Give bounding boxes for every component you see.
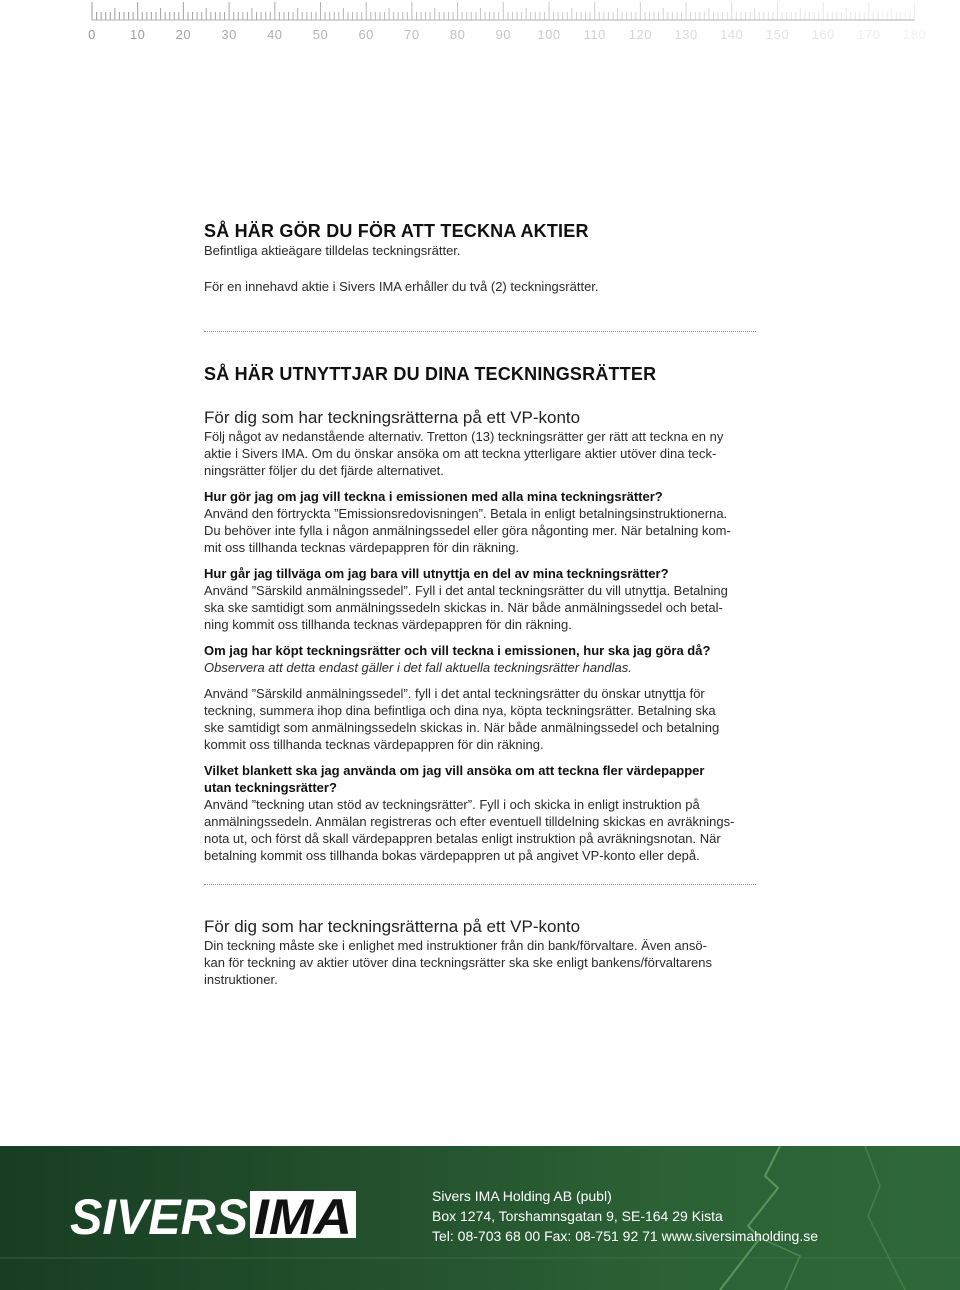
question: Hur gör jag om jag vill teckna i emissionen med alla mina teckningsrätter? [204, 489, 663, 504]
question: Om jag har köpt teckningsrätter och vill teckna i emissionen, hur ska jag göra då? [204, 643, 711, 658]
ruler-label: 110 [583, 27, 606, 42]
paragraph-line: teckning, summera ihop dina befintliga och dina nya, köpta teckningsrätter. Betalning ska [204, 703, 716, 718]
question: Hur går jag tillväga om jag bara vill utnyttja en del av mina teckningsrätter? [204, 566, 669, 581]
section-subtitle: För dig som har teckningsrätterna på ett VP-konto [204, 917, 581, 936]
ruler-label: 60 [358, 27, 374, 42]
paragraph-line: aktie i Sivers IMA. Om du önskar ansöka om att teckna ytterligare aktier utöver dina teck- [204, 446, 717, 461]
siversima-logo [70, 1186, 370, 1246]
company-address: Box 1274, Torshamnsgatan 9, SE-164 29 Kista [432, 1208, 723, 1224]
ruler-label: 150 [765, 27, 790, 42]
paragraph-line: nota ut, och först då skall värdepappren betalas enligt instruktion på avräkningsnotan. När [204, 831, 721, 846]
section-subscribe [204, 220, 756, 295]
section-title: SÅ HÄR GÖR DU FÖR ATT TECKNA AKTIER [204, 221, 589, 241]
footer-banner [0, 1146, 960, 1290]
company-name: Sivers IMA Holding AB (publ) [432, 1188, 612, 1204]
ruler-label: 140 [720, 27, 744, 42]
paragraph-line: Använd ”teckning utan stöd av teckningsrätter”. Fyll i och skicka in enligt instruktion på [204, 797, 700, 812]
ruler-ticks [90, 0, 935, 24]
paragraph-line: Använd den förtryckta ”Emissionsredovisningen”. Betala in enligt betalningsinstruktionerna. [204, 506, 728, 521]
ruler-label: 100 [537, 27, 561, 42]
ruler-label: 120 [628, 27, 652, 42]
paragraph: För en innehavd aktie i Sivers IMA erhåller du två (2) teckningsrätter. [204, 279, 599, 294]
section-nominee [204, 917, 756, 988]
question: utan teckningsrätter? [204, 780, 337, 795]
paragraph-line: Din teckning måste ske i enlighet med instruktioner från din bank/förvaltare. Även ansö- [204, 938, 707, 953]
ruler-label: 180 [902, 27, 927, 42]
paragraph-line: betalning kommit oss tillhanda bokas värdepappren ut på angivet VP-konto eller depå. [204, 848, 700, 863]
paragraph-line: kan för teckning av aktier utöver dina teckningsrätter ska ske enligt bankens/förvaltarens [204, 955, 712, 970]
paragraph-line: instruktioner. [204, 972, 278, 987]
ruler-label: 160 [811, 27, 835, 42]
paragraph-line: mit oss tillhanda tecknas värdepappren för din räkning. [204, 540, 520, 555]
paragraph: Befintliga aktieägare tilldelas teckningsrätter. [204, 243, 461, 258]
question: Vilket blankett ska jag använda om jag vill ansöka om att teckna fler värdepapper [204, 763, 705, 778]
dotted-divider [204, 331, 756, 332]
paragraph-line: ningsrätter följer du det fjärde alternativet. [204, 463, 444, 478]
company-contact: Tel: 08-703 68 00 Fax: 08-751 92 71 www.siversimaholding.se [432, 1228, 818, 1244]
ruler [90, 0, 935, 60]
ruler-label: 0 [88, 27, 96, 42]
ruler-label: 130 [674, 27, 698, 42]
logo-text-sivers: SIVERS [70, 1189, 248, 1245]
ruler-label: 20 [175, 27, 192, 42]
ruler-label: 40 [267, 27, 283, 42]
logo-text-ima: IMA [254, 1189, 352, 1245]
ruler-label: 90 [495, 27, 512, 42]
ruler-label: 50 [312, 27, 329, 42]
note: Observera att detta endast gäller i det fall aktuella teckningsrätter handlas. [204, 660, 632, 675]
company-info [432, 1186, 818, 1246]
ruler-label: 70 [404, 27, 420, 42]
paragraph-line: ska ske samtidigt som anmälningssedeln skickas in. När både anmälningssedel och betal- [204, 600, 723, 615]
paragraph-line: Följ något av nedanstående alternativ. Tretton (13) teckningsrätter ger rätt att teckna en ny [204, 429, 724, 444]
section-subtitle: För dig som har teckningsrätterna på ett VP-konto [204, 408, 581, 427]
dotted-divider [204, 884, 756, 885]
section-use-rights [204, 363, 756, 864]
ruler-label: 10 [129, 27, 146, 42]
paragraph-line: kommit oss tillhanda tecknas värdepappren för din räkning. [204, 737, 544, 752]
ruler-label: 30 [221, 27, 237, 42]
ruler-label: 80 [449, 27, 466, 42]
paragraph-line: Du behöver inte fylla i någon anmälningssedel eller göra någonting mer. När betalning kom- [204, 523, 731, 538]
paragraph-line: Använd ”Särskild anmälningssedel”. Fyll i det antal teckningsrätter du vill utnyttja. Betalning [204, 583, 728, 598]
section-title: SÅ HÄR UTNYTTJAR DU DINA TECKNINGSRÄTTER [204, 364, 657, 384]
paragraph-line: Använd ”Särskild anmälningssedel”. fyll i det antal teckningsrätter du önskar utnyttja för [204, 686, 705, 701]
paragraph-line: ske samtidigt som anmälningssedeln skickas in. När både anmälningssedel och betalning [204, 720, 720, 735]
paragraph-line: anmälningssedeln. Anmälan registreras och efter eventuell tilldelning skickas en avräknings- [204, 814, 735, 829]
ruler-label: 170 [857, 27, 881, 42]
paragraph-line: ning kommit oss tillhanda tecknas värdepappren för din räkning. [204, 617, 572, 632]
